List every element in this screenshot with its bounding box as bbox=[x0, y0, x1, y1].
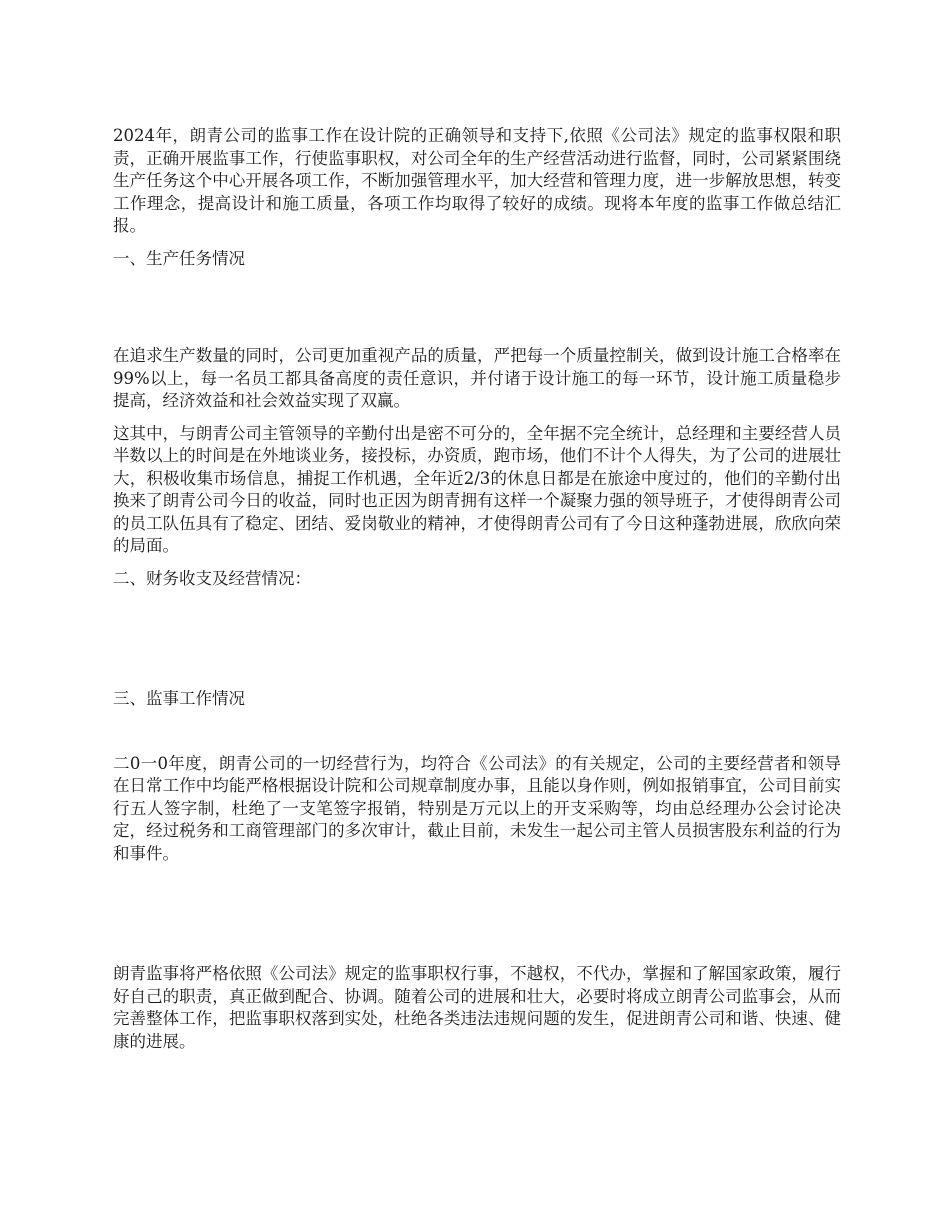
document-page bbox=[113, 125, 841, 1053]
leadership-paragraph: 这其中，与朗青公司主管领导的辛勤付出是密不可分的，全年据不完全统计，总经理和主要经营人员半数以上的时间是在外地谈业务，接投标，办资质，跑市场，他们不计个人得失，为了公司的进展壮大，积极收集市场信息，捕捉工作机遇，全年近2/3的休息日都是在旅途中度过的，他们的辛勤付出换来了朗青公司今日的收益，同时也正因为朗青拥有这样一个凝聚力强的领导班子，才使得朗青公司的员工队伍具有了稳定、团结、爱岗敬业的精神，才使得朗青公司有了今日这种蓬勃进展，欣欣向荣的局面。 bbox=[113, 423, 841, 555]
quality-paragraph: 在追求生产数量的同时，公司更加重视产品的质量，严把每一个质量控制关，做到设计施工合格率在99%以上，每一名员工都具备高度的责任意识，并付诸于设计施工的每一环节，设计施工质量稳步提高，经济效益和社会效益实现了双赢。 bbox=[113, 346, 841, 410]
section-heading-production: 一、生产任务情况 bbox=[113, 248, 245, 268]
spacer bbox=[113, 590, 841, 688]
outlook-paragraph: 朗青监事将严格依照《公司法》规定的监事职权行事，不越权，不代办，掌握和了解国家政策，履行好自己的职责，真正做到配合、协调。随着公司的进展和壮大，必要时将成立朗青公司监事会，从而完善整体工作，把监事职权落到实处，杜绝各类违法违规问题的发生，促进朗青公司和谐、快速、健康的进展。 bbox=[113, 964, 841, 1051]
spacer bbox=[113, 238, 841, 248]
section-heading-supervision: 三、监事工作情况 bbox=[113, 689, 245, 708]
spacer bbox=[113, 865, 841, 963]
spacer bbox=[113, 413, 841, 423]
spacer bbox=[113, 558, 841, 568]
spacer bbox=[113, 711, 841, 753]
compliance-paragraph: 二0一0年度，朗青公司的一切经营行为，均符合《公司法》的有关规定，公司的主要经营者和领导在日常工作中均能严格根据设计院和公司规章制度办事，且能以身作则，例如报销事宜，公司目前实行五人签字制，杜绝了一支笔签字报销，特别是万元以上的开支采购等，均由总经理办公会讨论决定，经过税务和工商管理部门的多次审计，截止目前，未发生一起公司主管人员损害股东利益的行为和事件。 bbox=[113, 753, 841, 863]
section-heading-finance: 二、财务收支及经营情况： bbox=[113, 568, 311, 588]
spacer bbox=[113, 270, 841, 345]
intro-paragraph: 2024年，朗青公司的监事工作在设计院的正确领导和支持下,依照《公司法》规定的监事权限和职责，正确开展监事工作，行使监事职权，对公司全年的生产经营活动进行监督，同时，公司紧紧围绕生产任务这个中心开展各项工作，不断加强管理水平，加大经营和管理力度，进一步解放思想，转变工作理念，提高设计和施工质量，各项工作均取得了较好的成绩。现将本年度的监事工作做总结汇报。 bbox=[113, 126, 841, 235]
